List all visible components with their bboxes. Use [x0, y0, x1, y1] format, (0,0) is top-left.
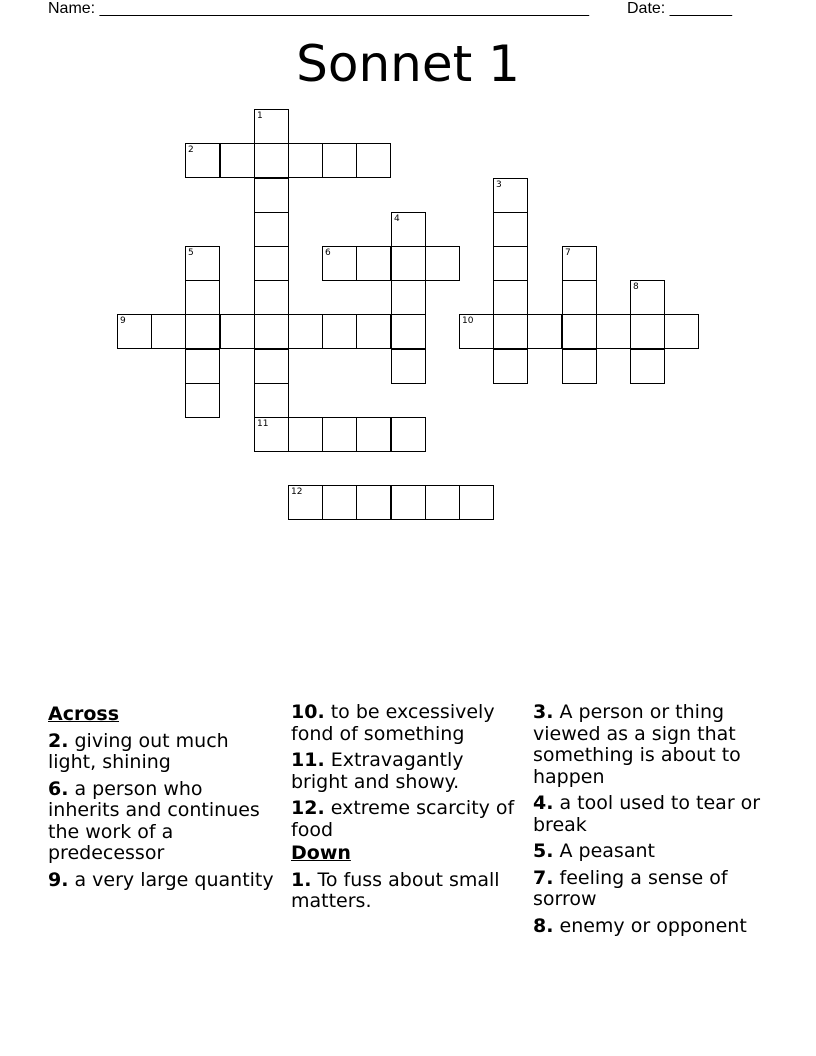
clue-across-12 — [291, 798, 523, 841]
cell-number: 8 — [633, 282, 639, 292]
grid-cell[interactable] — [459, 314, 494, 349]
grid-cell[interactable] — [391, 212, 426, 247]
clue-number: 2. — [48, 729, 69, 752]
grid-cell[interactable] — [356, 246, 391, 281]
clue-number: 6. — [48, 777, 69, 800]
clue-across-11 — [291, 750, 523, 793]
clue-across-2 — [48, 731, 280, 774]
clue-down-8 — [533, 916, 773, 938]
grid-cell[interactable] — [356, 314, 391, 349]
clue-text: a very large quantity — [74, 868, 274, 891]
grid-cell[interactable] — [527, 314, 562, 349]
clue-text: Extravagantly bright and showy. — [291, 749, 464, 793]
grid-cell[interactable] — [220, 314, 255, 349]
grid-cell[interactable] — [562, 280, 597, 315]
clue-across-9 — [48, 870, 280, 892]
grid-cell[interactable] — [322, 417, 357, 452]
clue-text: feeling a sense of sorrow — [533, 866, 728, 910]
grid-cell[interactable] — [151, 314, 186, 349]
clue-number: 5. — [533, 840, 554, 862]
clue-across-10 — [291, 702, 523, 745]
grid-cell[interactable] — [322, 485, 357, 520]
grid-cell[interactable] — [562, 349, 597, 384]
clue-number: 11. — [291, 749, 325, 771]
grid-cell[interactable] — [288, 314, 323, 349]
grid-cell[interactable] — [356, 143, 391, 178]
grid-cell[interactable] — [391, 246, 426, 281]
grid-cell[interactable] — [254, 314, 289, 349]
clue-number: 12. — [291, 797, 325, 819]
clue-number: 7. — [533, 866, 554, 889]
grid-cell[interactable] — [185, 246, 220, 281]
cell-number: 5 — [188, 248, 194, 258]
clue-down-4 — [533, 793, 773, 836]
grid-cell[interactable] — [288, 417, 323, 452]
across-heading: Across — [48, 703, 120, 725]
grid-cell[interactable] — [254, 178, 289, 213]
grid-cell[interactable] — [322, 246, 357, 281]
grid-cell[interactable] — [185, 280, 220, 315]
grid-cell[interactable] — [185, 314, 220, 349]
grid-cell[interactable] — [459, 485, 494, 520]
grid-cell[interactable] — [493, 246, 528, 281]
down-heading: Down — [291, 842, 351, 864]
clue-number: 1. — [291, 868, 312, 891]
grid-cell[interactable] — [254, 246, 289, 281]
grid-cell[interactable] — [322, 314, 357, 349]
grid-cell[interactable] — [630, 349, 665, 384]
grid-cell[interactable] — [391, 314, 426, 349]
grid-cell[interactable] — [185, 349, 220, 384]
grid-cell[interactable] — [356, 485, 391, 520]
grid-cell[interactable] — [562, 246, 597, 281]
cell-number: 10 — [462, 316, 474, 326]
clue-text: A peasant — [559, 840, 655, 862]
grid-cell[interactable] — [254, 109, 289, 144]
grid-cell[interactable] — [185, 383, 220, 418]
clue-down-3 — [533, 702, 773, 788]
cell-number: 4 — [394, 214, 400, 224]
clue-text: a tool used to tear or break — [533, 792, 761, 836]
grid-cell[interactable] — [493, 212, 528, 247]
grid-cell[interactable] — [391, 349, 426, 384]
clue-text: To fuss about small matters. — [291, 868, 500, 912]
grid-cell[interactable] — [493, 178, 528, 213]
date-field[interactable]: Date: _______ — [627, 0, 732, 17]
clue-number: 10. — [291, 701, 325, 723]
clue-down-5 — [533, 841, 773, 863]
clue-column-3 — [533, 702, 773, 937]
clue-text: to be excessively fond of something — [291, 701, 495, 745]
puzzle-title: Sonnet 1 — [296, 35, 520, 93]
grid-cell[interactable] — [254, 349, 289, 384]
cell-number: 3 — [496, 180, 502, 190]
grid-cell[interactable] — [596, 314, 631, 349]
grid-cell[interactable] — [254, 143, 289, 178]
cell-number: 12 — [291, 487, 303, 497]
grid-cell[interactable] — [391, 280, 426, 315]
clue-number: 3. — [533, 701, 554, 723]
grid-cell[interactable] — [493, 314, 528, 349]
grid-cell[interactable] — [322, 143, 357, 178]
clue-down-1 — [291, 870, 523, 913]
grid-cell[interactable] — [117, 314, 152, 349]
grid-cell[interactable] — [493, 349, 528, 384]
clue-column-2 — [291, 702, 523, 913]
grid-cell[interactable] — [288, 143, 323, 178]
cell-number: 6 — [325, 248, 331, 258]
grid-cell[interactable] — [185, 143, 220, 178]
clue-number: 9. — [48, 868, 69, 891]
grid-cell[interactable] — [254, 383, 289, 418]
clue-across-6 — [48, 779, 280, 865]
grid-cell[interactable] — [562, 314, 597, 349]
clue-text: a person who inherits and continues the work of a predecessor — [48, 777, 260, 864]
clue-column-1 — [48, 702, 280, 891]
clue-down-7 — [533, 868, 773, 911]
clue-text: enemy or opponent — [559, 914, 747, 937]
grid-cell[interactable] — [254, 212, 289, 247]
cell-number: 7 — [565, 248, 571, 258]
grid-cell[interactable] — [630, 314, 665, 349]
clue-number: 4. — [533, 792, 554, 814]
cell-number: 11 — [257, 419, 269, 429]
cell-number: 2 — [188, 145, 194, 155]
clue-text: giving out much light, shining — [48, 729, 229, 773]
grid-cell[interactable] — [356, 417, 391, 452]
grid-cell[interactable] — [630, 280, 665, 315]
grid-cell[interactable] — [254, 417, 289, 452]
clue-number: 8. — [533, 914, 554, 937]
grid-cell[interactable] — [425, 485, 460, 520]
grid-cell[interactable] — [391, 417, 426, 452]
grid-cell[interactable] — [664, 314, 699, 349]
cell-number: 1 — [257, 111, 263, 121]
grid-cell[interactable] — [288, 485, 323, 520]
grid-cell[interactable] — [220, 143, 255, 178]
name-field[interactable]: Name: _______________________________________________________ — [48, 0, 589, 17]
grid-cell[interactable] — [425, 246, 460, 281]
grid-cell[interactable] — [391, 485, 426, 520]
clue-text: extreme scarcity of food — [291, 797, 515, 841]
grid-cell[interactable] — [493, 280, 528, 315]
clue-text: A person or thing viewed as a sign that something is about to happen — [533, 701, 741, 788]
grid-cell[interactable] — [254, 280, 289, 315]
cell-number: 9 — [120, 316, 126, 326]
